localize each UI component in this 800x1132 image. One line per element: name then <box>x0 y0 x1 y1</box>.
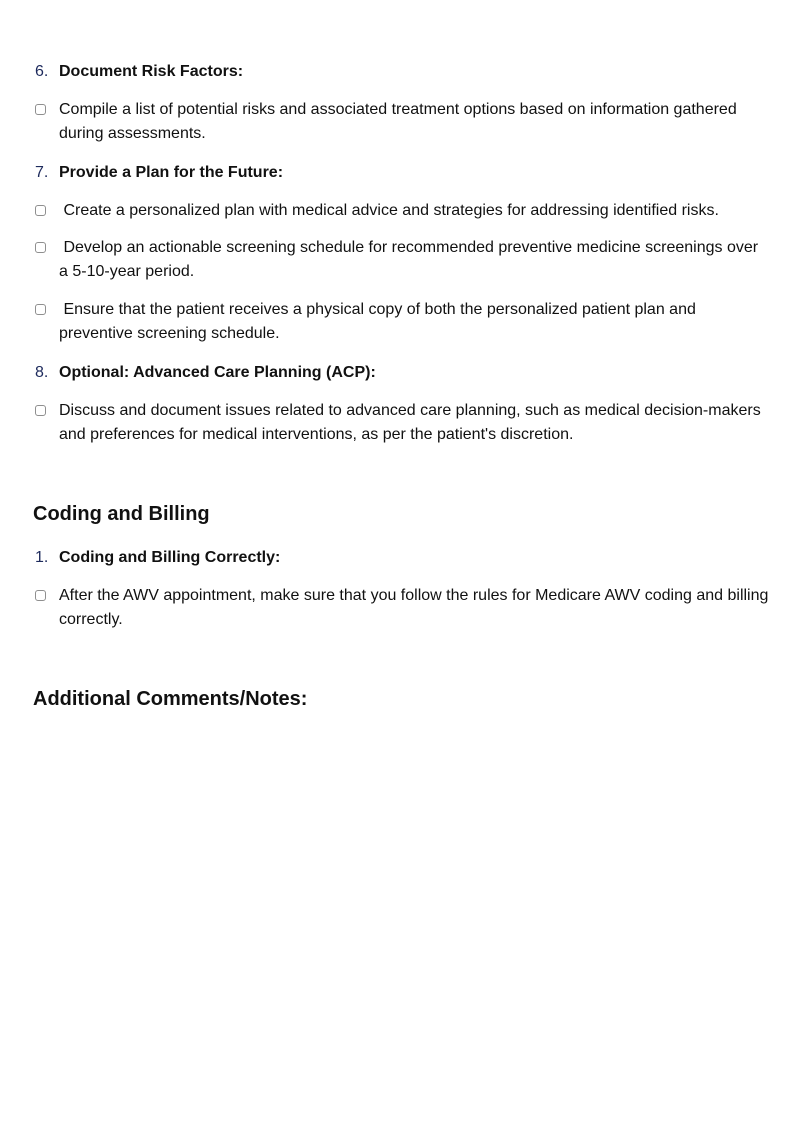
list-item-heading <box>35 163 283 183</box>
list-number: 1. <box>35 549 49 566</box>
checkbox[interactable] <box>35 104 46 115</box>
list-item-title: Optional: Advanced Care Planning (ACP): <box>59 364 376 381</box>
checklist-item-text: Discuss and document issues related to advanced care planning, such as medical decision-makers and preferences for medical interventions, as per the patient's discretion. <box>59 402 761 443</box>
list-item-heading <box>35 363 376 383</box>
checklist-item <box>35 98 770 146</box>
checklist-item <box>35 236 770 284</box>
checklist-item-text: Ensure that the patient receives a physical copy of both the personalized patient plan and preventive screening schedule. <box>59 301 701 342</box>
list-item-heading <box>35 548 280 568</box>
checklist-item <box>35 298 770 346</box>
checklist-item-text: Compile a list of potential risks and associated treatment options based on information gathered during assessments. <box>59 101 737 142</box>
checkbox[interactable] <box>35 590 46 601</box>
list-number: 6. <box>35 63 49 80</box>
list-number: 8. <box>35 364 49 381</box>
list-item-title: Document Risk Factors: <box>59 63 244 80</box>
section-heading-comments: Additional Comments/Notes: <box>33 688 308 710</box>
list-number: 7. <box>35 164 49 181</box>
section-heading-coding-billing: Coding and Billing <box>33 503 210 525</box>
checklist-item <box>35 584 770 632</box>
checkbox[interactable] <box>35 205 46 216</box>
checklist-item <box>35 199 770 223</box>
list-item-heading <box>35 62 243 82</box>
checklist-item-text: Develop an actionable screening schedule for recommended preventive medicine screenings over a 5-10-year period. <box>59 239 763 280</box>
checklist-item-text: Create a personalized plan with medical advice and strategies for addressing identified risks. <box>59 202 719 219</box>
checkbox[interactable] <box>35 304 46 315</box>
checklist-item <box>35 399 770 447</box>
checkbox[interactable] <box>35 242 46 253</box>
list-item-title: Provide a Plan for the Future: <box>59 164 284 181</box>
checkbox[interactable] <box>35 405 46 416</box>
checklist-item-text: After the AWV appointment, make sure that you follow the rules for Medicare AWV coding and billing correctly. <box>59 587 769 628</box>
list-item-title: Coding and Billing Correctly: <box>59 549 281 566</box>
